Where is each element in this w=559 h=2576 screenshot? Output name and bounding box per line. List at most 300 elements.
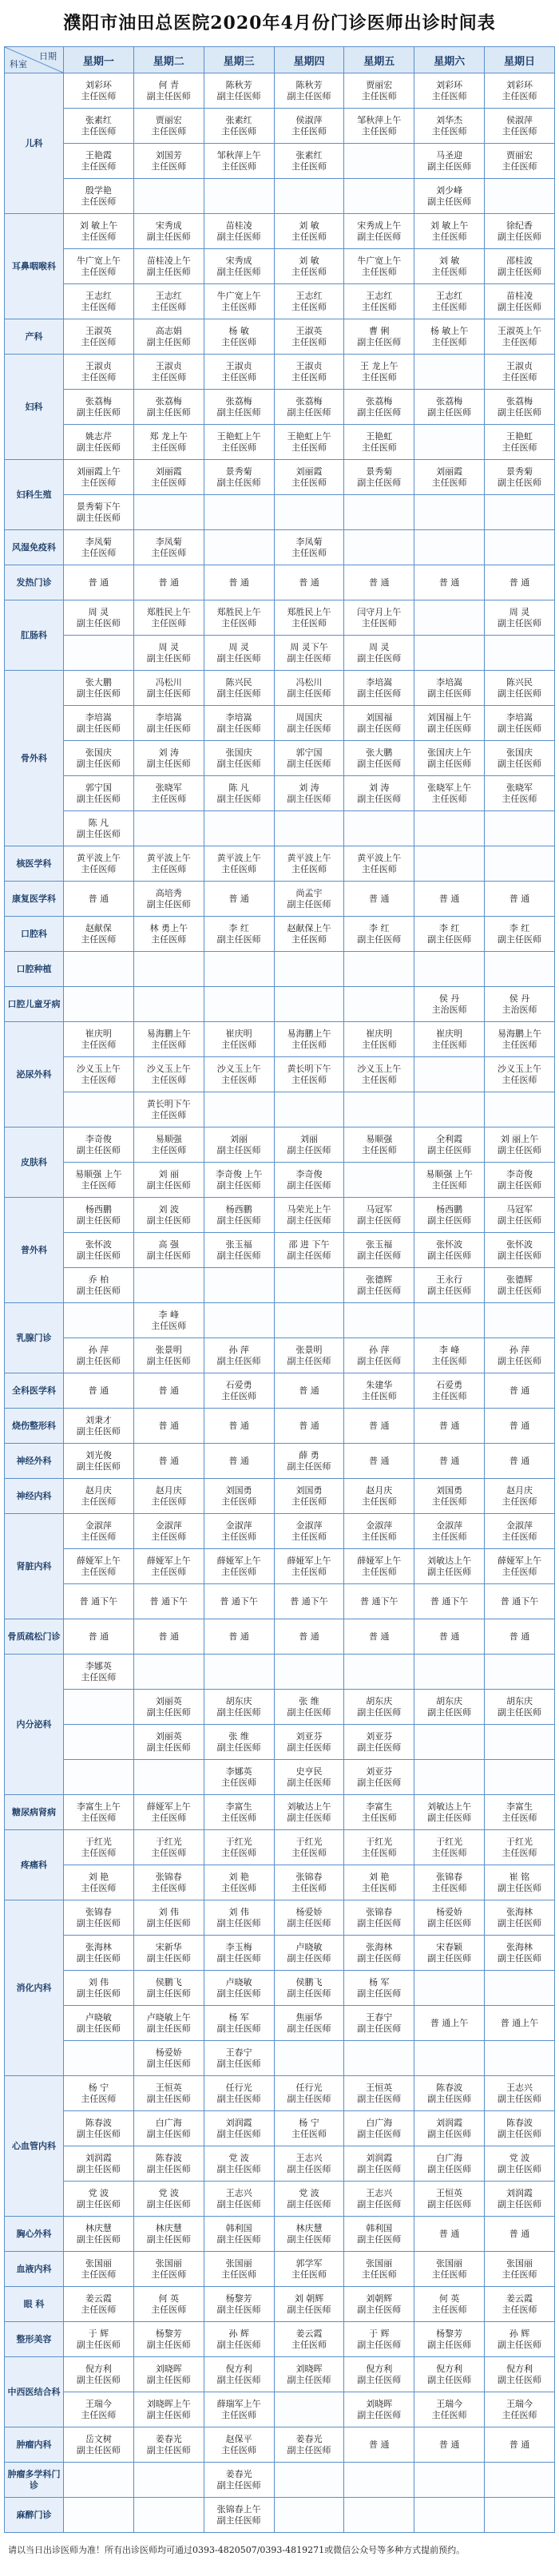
schedule-cell — [485, 355, 555, 390]
schedule-cell — [133, 1900, 204, 1936]
table-row — [5, 530, 555, 565]
doctor-name: 杨西鹏 — [436, 1203, 463, 1215]
schedule-cell — [133, 846, 204, 882]
schedule-cell — [274, 1619, 344, 1655]
doctor-title: 副主任医师 — [498, 406, 542, 418]
doctor-name: 卢晓敏上午 — [146, 2011, 191, 2023]
schedule-cell — [274, 741, 344, 776]
schedule-cell — [344, 952, 414, 987]
doctor-name: 孙 萍 — [228, 1344, 249, 1355]
doctor-title: 主任医师 — [221, 301, 257, 312]
table-row — [5, 390, 555, 425]
doctor-name: 普 通上午 — [500, 2017, 539, 2028]
schedule-cell — [133, 2111, 204, 2146]
schedule-cell — [64, 2322, 134, 2357]
schedule-cell — [414, 214, 485, 249]
doctor-name: 张国丽 — [155, 2257, 182, 2269]
doctor-name: 于 辉 — [88, 2328, 109, 2339]
doctor-name: 张怀波 — [506, 1238, 533, 1250]
schedule-cell — [133, 811, 204, 846]
doctor-title: 主任医师 — [291, 2339, 327, 2350]
doctor-name: 岳文树 — [85, 2433, 112, 2444]
doctor-name: 普 通 — [509, 1631, 530, 1642]
doctor-title: 副主任医师 — [498, 2339, 542, 2350]
doctor-title: 主任医师 — [81, 161, 117, 172]
schedule-cell — [485, 1409, 555, 1444]
doctor-title: 主任医师 — [81, 933, 117, 945]
doctor-name: 王瑞今 — [506, 2398, 533, 2409]
doctor-title: 副主任医师 — [287, 652, 331, 664]
doctor-title: 副主任医师 — [287, 2198, 331, 2209]
schedule-cell — [274, 319, 344, 355]
doctor-title: 主任医师 — [431, 301, 467, 312]
schedule-cell — [344, 2392, 414, 2427]
department-name: 心血管内科 — [5, 2076, 64, 2217]
doctor-title: 副主任医师 — [427, 196, 472, 207]
doctor-title: 副主任医师 — [427, 2093, 472, 2104]
schedule-cell — [64, 1971, 134, 2006]
doctor-title: 主任医师 — [431, 231, 467, 242]
schedule-cell — [344, 530, 414, 565]
schedule-cell — [133, 1725, 204, 1760]
schedule-cell — [133, 495, 204, 530]
doctor-name: 李培嵩 — [85, 711, 112, 723]
department-name: 整形美容 — [5, 2322, 64, 2357]
doctor-title: 主任医师 — [431, 1179, 467, 1191]
doctor-title: 副主任医师 — [146, 90, 191, 101]
schedule-cell — [344, 2252, 414, 2287]
doctor-name: 李 峰 — [438, 1344, 460, 1355]
schedule-cell — [274, 1830, 344, 1865]
table-row — [5, 1444, 555, 1479]
doctor-name: 沙义玉上午 — [76, 1063, 121, 1074]
department-name: 糖尿病肾病 — [5, 1795, 64, 1830]
doctor-title: 副主任医师 — [76, 1355, 121, 1366]
schedule-cell — [64, 1022, 134, 1057]
schedule-cell — [133, 179, 204, 214]
doctor-title: 副主任医师 — [76, 688, 121, 699]
day-header-sat: 星期六 — [414, 47, 485, 73]
schedule-cell — [485, 2392, 555, 2427]
schedule-cell — [344, 2146, 414, 2182]
doctor-title: 主任医师 — [502, 1039, 537, 1050]
doctor-name: 普 通 — [509, 893, 530, 904]
doctor-name: 姜春光 — [155, 2433, 182, 2444]
doctor-name: 张 维 — [299, 1695, 319, 1706]
doctor-title: 副主任医师 — [216, 793, 261, 804]
schedule-cell — [485, 1971, 555, 2006]
doctor-name: 白广海 — [366, 2117, 393, 2128]
schedule-cell — [204, 319, 274, 355]
doctor-title: 主任医师 — [431, 477, 467, 488]
department-name: 血液内科 — [5, 2252, 64, 2287]
schedule-cell — [414, 952, 485, 987]
schedule-cell — [344, 390, 414, 425]
doctor-name: 马冠军 — [506, 1203, 533, 1215]
doctor-title: 副主任医师 — [287, 1917, 331, 1928]
doctor-title: 副主任医师 — [216, 652, 261, 664]
schedule-cell — [274, 2076, 344, 2111]
doctor-title: 副主任医师 — [146, 1987, 191, 1999]
doctor-name: 张 维 — [228, 1730, 249, 1742]
doctor-name: 张海林 — [85, 1941, 112, 1952]
schedule-cell — [64, 987, 134, 1022]
doctor-title: 副主任医师 — [146, 1917, 191, 1928]
doctor-title: 副主任医师 — [287, 2444, 331, 2455]
schedule-cell — [204, 1830, 274, 1865]
schedule-cell — [204, 565, 274, 600]
doctor-title: 主任医师 — [361, 1812, 397, 1823]
doctor-title: 主任医师 — [151, 1531, 187, 1542]
doctor-name: 刘 敏上午 — [79, 220, 118, 231]
doctor-title: 副主任医师 — [146, 2163, 191, 2174]
schedule-cell — [64, 1198, 134, 1233]
doctor-name: 刘 敏 — [299, 255, 319, 266]
schedule-cell — [344, 1303, 414, 1338]
schedule-cell — [133, 2217, 204, 2252]
schedule-cell — [64, 2041, 134, 2076]
doctor-name: 张锦春 — [295, 1871, 323, 1882]
schedule-cell — [414, 2111, 485, 2146]
doctor-title: 主任医师 — [502, 161, 537, 172]
schedule-cell — [133, 1795, 204, 1830]
schedule-cell — [204, 425, 274, 460]
schedule-cell — [274, 390, 344, 425]
doctor-title: 副主任医师 — [287, 723, 331, 734]
doctor-name: 普 通 — [438, 577, 460, 588]
schedule-cell — [133, 319, 204, 355]
doctor-name: 杨西鹏 — [225, 1203, 252, 1215]
schedule-cell — [414, 1022, 485, 1057]
doctor-title: 副主任医师 — [146, 2444, 191, 2455]
doctor-name: 胡东庆 — [366, 1695, 393, 1706]
doctor-name: 普 通 — [509, 2228, 530, 2239]
schedule-cell — [64, 600, 134, 636]
doctor-title: 主任医师 — [431, 1496, 467, 1507]
schedule-cell — [204, 1795, 274, 1830]
doctor-name: 普 通 — [158, 1420, 180, 1431]
doctor-name: 刘国勇 — [436, 1484, 463, 1496]
schedule-cell — [204, 390, 274, 425]
schedule-cell — [274, 882, 344, 917]
table-row — [5, 1057, 555, 1092]
schedule-cell — [344, 706, 414, 741]
doctor-title: 主任医师 — [151, 863, 187, 874]
schedule-cell — [133, 2498, 204, 2533]
doctor-title: 副主任医师 — [216, 758, 261, 769]
schedule-cell — [274, 1971, 344, 2006]
doctor-title: 副主任医师 — [146, 2409, 191, 2420]
schedule-cell — [485, 1725, 555, 1760]
doctor-name: 林庆慧 — [155, 2222, 182, 2233]
day-header-fri: 星期五 — [344, 47, 414, 73]
schedule-cell — [485, 1900, 555, 1936]
schedule-cell — [485, 2006, 555, 2041]
doctor-title: 副主任医师 — [427, 1812, 472, 1823]
doctor-title: 副主任医师 — [498, 1285, 542, 1296]
schedule-cell — [485, 741, 555, 776]
schedule-cell — [64, 1409, 134, 1444]
schedule-cell — [64, 1338, 134, 1373]
table-row — [5, 2146, 555, 2182]
doctor-name: 张景明 — [295, 1344, 323, 1355]
doctor-title: 主任医师 — [502, 2304, 537, 2315]
doctor-title: 主任医师 — [291, 933, 327, 945]
doctor-title: 副主任医师 — [76, 2444, 121, 2455]
doctor-title: 副主任医师 — [287, 1460, 331, 1472]
table-row — [5, 2322, 555, 2357]
doctor-name: 赵月庆 — [85, 1484, 112, 1496]
doctor-title: 副主任医师 — [357, 2163, 402, 2174]
doctor-name: 张海林 — [506, 1906, 533, 1917]
doctor-title: 主任医师 — [361, 266, 397, 277]
doctor-name: 张怀波 — [85, 1238, 112, 1250]
schedule-cell — [274, 1655, 344, 1690]
schedule-cell — [274, 2322, 344, 2357]
schedule-cell — [485, 2427, 555, 2463]
schedule-cell — [133, 2463, 204, 2498]
doctor-title: 副主任医师 — [498, 688, 542, 699]
table-row — [5, 495, 555, 530]
doctor-title: 主任医师 — [431, 336, 467, 347]
doctor-name: 杨爱娇 — [436, 1906, 463, 1917]
schedule-cell — [274, 1936, 344, 1971]
schedule-cell — [204, 1865, 274, 1900]
department-name: 耳鼻咽喉科 — [5, 214, 64, 319]
doctor-title: 副主任医师 — [216, 2339, 261, 2350]
doctor-name: 周国庆 — [295, 711, 323, 723]
schedule-cell — [204, 109, 274, 144]
schedule-cell — [204, 1514, 274, 1549]
doctor-name: 刘彩环 — [506, 79, 533, 90]
table-row — [5, 1584, 555, 1619]
doctor-title: 副主任医师 — [357, 1285, 402, 1296]
doctor-title: 主任医师 — [291, 161, 327, 172]
doctor-title: 主任医师 — [81, 90, 117, 101]
doctor-name: 普 通 — [438, 893, 460, 904]
schedule-cell — [133, 1268, 204, 1303]
doctor-title: 副主任医师 — [427, 723, 472, 734]
schedule-cell — [133, 2427, 204, 2463]
schedule-cell — [64, 1725, 134, 1760]
doctor-name: 李凤菊 — [155, 536, 182, 547]
schedule-cell — [64, 2357, 134, 2392]
schedule-cell — [133, 706, 204, 741]
doctor-title: 副主任医师 — [427, 1215, 472, 1226]
doctor-name: 陈秋芳 — [225, 79, 252, 90]
doctor-title: 副主任医师 — [498, 1179, 542, 1191]
schedule-cell — [133, 2006, 204, 2041]
schedule-cell — [414, 706, 485, 741]
doctor-name: 张锦春上午 — [216, 2503, 261, 2515]
table-body — [5, 73, 555, 2533]
doctor-name: 金淑萍 — [366, 1520, 393, 1531]
schedule-cell — [204, 1092, 274, 1127]
schedule-cell — [204, 1409, 274, 1444]
schedule-cell — [414, 1936, 485, 1971]
schedule-cell — [414, 2006, 485, 2041]
schedule-cell — [204, 2392, 274, 2427]
doctor-name: 普 通下午 — [220, 1595, 258, 1607]
doctor-name: 李娜英 — [225, 1766, 252, 1777]
schedule-cell — [485, 1268, 555, 1303]
doctor-name: 于红光 — [506, 1836, 533, 1847]
doctor-title: 副主任医师 — [216, 1215, 261, 1226]
doctor-name: 胡东庆 — [225, 1695, 252, 1706]
schedule-cell — [274, 1865, 344, 1900]
doctor-title: 副主任医师 — [76, 828, 121, 839]
doctor-name: 张国丽 — [85, 2257, 112, 2269]
doctor-title: 主任医师 — [291, 1074, 327, 1085]
doctor-title: 主任医师 — [221, 2409, 257, 2420]
schedule-cell — [64, 2076, 134, 2111]
corner-cell — [5, 47, 64, 73]
department-name: 核医学科 — [5, 846, 64, 882]
doctor-name: 王淑贞 — [155, 360, 182, 371]
doctor-title: 副主任医师 — [76, 2233, 121, 2245]
schedule-cell — [485, 425, 555, 460]
doctor-name: 孙 辉 — [509, 2328, 530, 2339]
doctor-name: 普 通下午 — [500, 1595, 539, 1607]
doctor-title: 副主任医师 — [216, 1952, 261, 1964]
doctor-title: 副主任医师 — [76, 1460, 121, 1472]
doctor-name: 普 通 — [369, 2439, 390, 2450]
doctor-name: 史亨民 — [295, 1766, 323, 1777]
doctor-title: 副主任医师 — [76, 1952, 121, 1964]
page-title: 濮阳市油田总医院2020年4月份门诊医师出诊时间表 — [63, 13, 496, 34]
doctor-title: 副主任医师 — [146, 2233, 191, 2245]
schedule-cell — [485, 1022, 555, 1057]
doctor-title: 副主任医师 — [427, 406, 472, 418]
doctor-name: 杨 军 — [228, 2011, 249, 2023]
doctor-name: 崔庆明 — [366, 1028, 393, 1039]
schedule-cell — [485, 1936, 555, 1971]
schedule-cell — [204, 1725, 274, 1760]
schedule-cell — [485, 565, 555, 600]
doctor-name: 王淑贞 — [295, 360, 323, 371]
doctor-title: 副主任医师 — [146, 1706, 191, 1718]
schedule-cell — [414, 1444, 485, 1479]
schedule-cell — [344, 1268, 414, 1303]
table-row — [5, 1830, 555, 1865]
doctor-title: 副主任医师 — [76, 1285, 121, 1296]
doctor-name: 金淑萍 — [295, 1520, 323, 1531]
schedule-cell — [344, 636, 414, 671]
schedule-cell — [133, 1549, 204, 1584]
doctor-title: 副主任医师 — [498, 301, 542, 312]
doctor-title: 副主任医师 — [216, 933, 261, 945]
schedule-cell — [64, 1514, 134, 1549]
doctor-title: 副主任医师 — [146, 758, 191, 769]
schedule-cell — [414, 2427, 485, 2463]
doctor-title: 主任医师 — [361, 125, 397, 137]
schedule-cell — [64, 2111, 134, 2146]
schedule-cell — [414, 355, 485, 390]
schedule-cell — [274, 1057, 344, 1092]
doctor-title: 主任医师 — [151, 547, 187, 558]
doctor-name: 杨黎芳 — [225, 2293, 252, 2304]
doctor-name: 普 通 — [438, 2228, 460, 2239]
schedule-cell — [414, 636, 485, 671]
doctor-title: 主任医师 — [151, 2304, 187, 2315]
doctor-name: 姜春光 — [295, 2433, 323, 2444]
schedule-cell — [133, 1409, 204, 1444]
doctor-name: 张锦春 — [436, 1871, 463, 1882]
doctor-title: 副主任医师 — [146, 1250, 191, 1261]
schedule-cell — [64, 249, 134, 284]
doctor-name: 马荣光上午 — [287, 1203, 331, 1215]
doctor-title: 副主任医师 — [357, 2233, 402, 2245]
doctor-title: 主任医师 — [502, 1496, 537, 1507]
doctor-name: 韩利国 — [225, 2222, 252, 2233]
table-row — [5, 2182, 555, 2217]
doctor-name: 李玉梅 — [225, 1941, 252, 1952]
table-row — [5, 600, 555, 636]
schedule-cell — [414, 73, 485, 109]
doctor-title: 主任医师 — [361, 1144, 397, 1155]
doctor-name: 李奇俊 上午 — [215, 1168, 263, 1179]
doctor-title: 副主任医师 — [287, 688, 331, 699]
doctor-name: 薛瑞军上午 — [216, 2398, 261, 2409]
doctor-title: 主任医师 — [431, 266, 467, 277]
table-row — [5, 1303, 555, 1338]
doctor-title: 主任医师 — [81, 1039, 117, 1050]
doctor-name: 普 通 — [88, 893, 109, 904]
doctor-name: 刘 涛 — [158, 747, 180, 758]
department-name: 妇科 — [5, 355, 64, 460]
schedule-cell — [344, 2076, 414, 2111]
doctor-name: 普 通 — [88, 1631, 109, 1642]
doctor-name: 刘彩环 — [85, 79, 112, 90]
doctor-name: 李 红 — [438, 922, 460, 933]
doctor-title: 副主任医师 — [76, 2128, 121, 2139]
schedule-cell — [485, 2182, 555, 2217]
schedule-cell — [344, 565, 414, 600]
table-row — [5, 1198, 555, 1233]
table-row — [5, 1725, 555, 1760]
doctor-name: 普 通下午 — [360, 1595, 398, 1607]
doctor-name: 郑胜民上午 — [287, 606, 331, 617]
schedule-cell — [64, 1795, 134, 1830]
corner-dept-label: 科室 — [10, 59, 27, 69]
schedule-cell — [344, 2322, 414, 2357]
doctor-title: 副主任医师 — [427, 1566, 472, 1577]
doctor-name: 石爱勇 — [436, 1379, 463, 1390]
doctor-name: 张荔梅 — [155, 395, 182, 406]
schedule-cell — [414, 1690, 485, 1725]
schedule-cell — [414, 1163, 485, 1198]
doctor-title: 副主任医师 — [146, 266, 191, 277]
doctor-title: 主任医师 — [431, 1039, 467, 1050]
schedule-cell — [204, 600, 274, 636]
doctor-title: 副主任医师 — [287, 758, 331, 769]
department-name: 泌尿外科 — [5, 1022, 64, 1127]
department-name: 风湿免疫科 — [5, 530, 64, 565]
doctor-title: 副主任医师 — [427, 2163, 472, 2174]
doctor-title: 副主任医师 — [427, 1917, 472, 1928]
schedule-cell — [204, 530, 274, 565]
schedule-cell — [133, 390, 204, 425]
schedule-cell — [274, 2427, 344, 2463]
doctor-title: 主任医师 — [221, 442, 257, 453]
doctor-name: 薛娅军上午 — [146, 1555, 191, 1566]
schedule-cell — [204, 1900, 274, 1936]
doctor-title: 主任医师 — [361, 2269, 397, 2280]
schedule-cell — [204, 2252, 274, 2287]
doctor-name: 闫守月上午 — [357, 606, 402, 617]
doctor-name: 刘华杰 — [436, 114, 463, 125]
doctor-name: 李奇俊 — [85, 1133, 112, 1144]
